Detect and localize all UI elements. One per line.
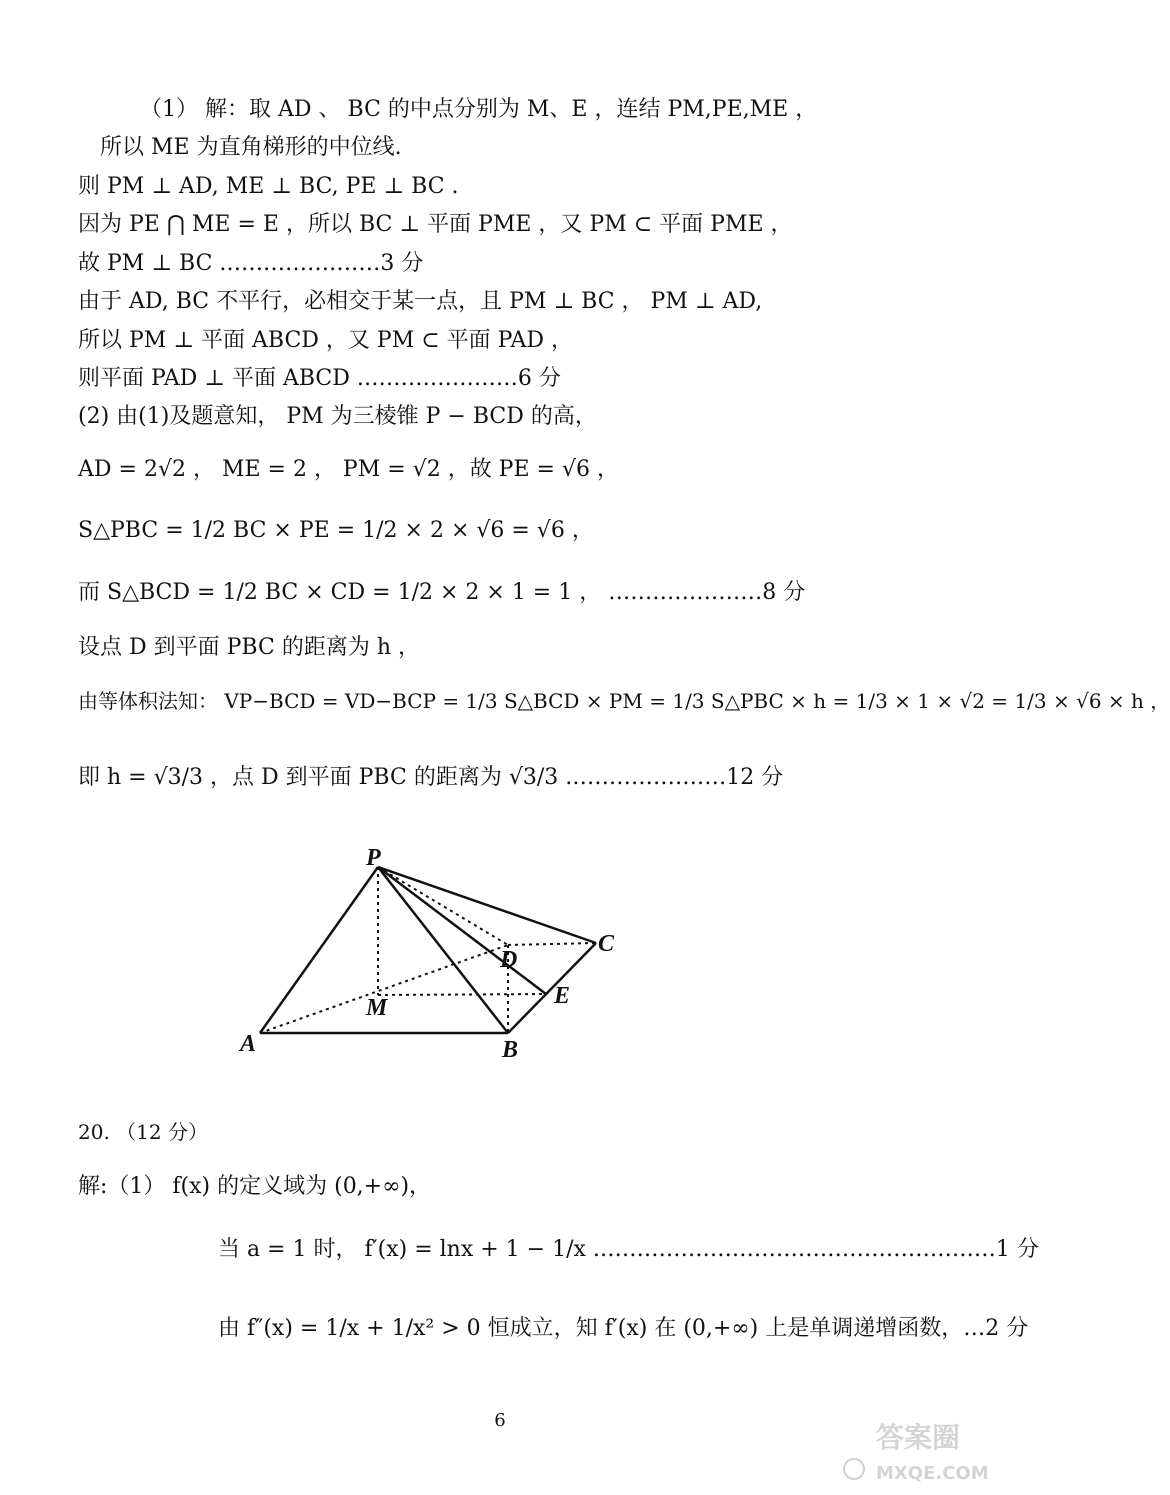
page-number: 6: [494, 1410, 506, 1431]
solution-line-10: AD = 2√2 ， ME = 2 ， PM = √2 ，故 PE = √6 ，: [78, 457, 619, 482]
label-D: D: [500, 947, 518, 973]
solution-line-1: （1） 解：取 AD 、 BC 的中点分别为 M、E ，连结 PM,PE,ME ，: [140, 97, 818, 122]
solution-line-2: 所以 ME 为直角梯形的中位线.: [100, 135, 402, 160]
watermark-logo: [836, 1409, 989, 1489]
label-P: P: [366, 845, 381, 871]
label-B: B: [502, 1037, 519, 1063]
watermark-text: 答案圈: [876, 1421, 961, 1454]
solution-line-13: 设点 D 到平面 PBC 的距离为 h ，: [78, 635, 420, 660]
solution-line-14: 由等体积法知： VP−BCD = VD−BCP = 1/3 S△BCD × PM = 1/3 S△PBC × h = 1/3 × 1 × √2 = 1/3 × √6 × h ，: [78, 689, 1170, 713]
label-M: M: [366, 995, 388, 1021]
solution-line-7: 所以 PM ⊥ 平面 ABCD ，又 PM ⊂ 平面 PAD ，: [78, 328, 573, 353]
solution-line-4: 因为 PE ⋂ ME = E ，所以 BC ⊥ 平面 PME ，又 PM ⊂ 平面 PME ，: [78, 212, 793, 237]
solution-line-5: 故 PM ⊥ BC .…………………3 分: [78, 251, 424, 276]
solution-line-15: 即 h = √3/3 ，点 D 到平面 PBC 的距离为 √3/3 .…………………12 分: [78, 765, 784, 790]
solution-line-3: 则 PM ⊥ AD, ME ⊥ BC, PE ⊥ BC .: [78, 174, 459, 199]
solution-line-9: (2) 由(1)及题意知， PM 为三棱锥 P − BCD 的高，: [78, 404, 597, 429]
solution-20-line-1: 解:（1） f(x) 的定义域为 (0,+∞)，: [78, 1174, 432, 1199]
label-C: C: [598, 931, 615, 957]
watermark-url: MXQE.COM: [876, 1463, 989, 1484]
pyramid-figure: [230, 835, 630, 1065]
solution-line-8: 则平面 PAD ⊥ 平面 ABCD .…………………6 分: [78, 366, 561, 391]
solution-line-6: 由于 AD, BC 不平行，必相交于某一点，且 PM ⊥ BC ， PM ⊥ AD,: [78, 289, 763, 314]
solution-line-11: S△PBC = 1/2 BC × PE = 1/2 × 2 × √6 = √6 ，: [78, 518, 594, 543]
label-E: E: [554, 983, 571, 1009]
question-20-header: 20. （12 分）: [78, 1120, 208, 1144]
solution-line-12: 而 S△BCD = 1/2 BC × CD = 1/2 × 2 × 1 = 1 ， …………………8 分: [78, 580, 806, 605]
solution-20-line-3: 由 f″(x) = 1/x + 1/x² > 0 恒成立，知 f′(x) 在 (0,+∞) 上是单调递增函数，…2 分: [218, 1316, 1029, 1341]
solution-20-line-2: 当 a = 1 时， f′(x) = lnx + 1 − 1/x .………………………………………………1 分: [218, 1237, 1039, 1262]
label-A: A: [240, 1031, 257, 1057]
